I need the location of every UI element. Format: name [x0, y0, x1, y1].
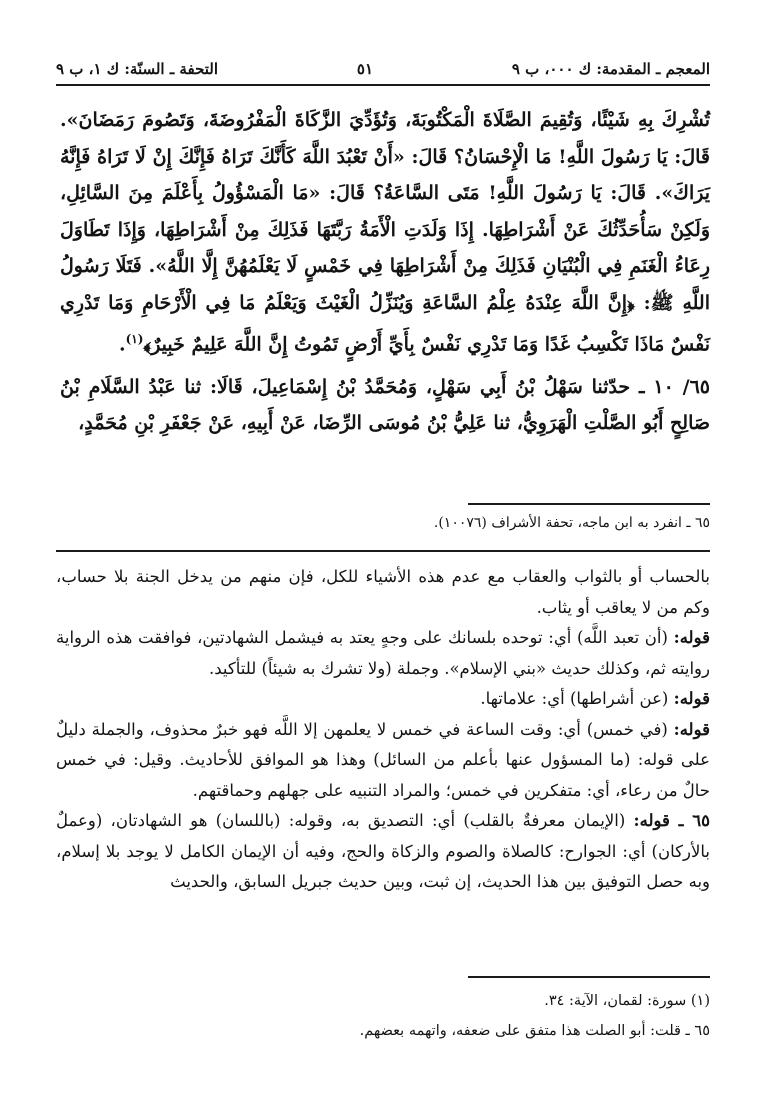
- commentary: [56, 562, 710, 898]
- hadith-paragraph-1-text: تُشْرِكَ بِهِ شَيْئًا، وَتُقِيمَ الصَّلَاةَ الْمَكْتُوبَةَ، وَتُؤَدِّيَ الزَّكَاةَ الْمَفْرُوضَةَ، وَتَصُومَ رَمَضَانَ». قَالَ: يَا رَسُولَ اللَّهِ! مَا الْإِحْسَانُ؟ قَالَ: «أَنْ تَعْبُدَ اللَّهَ كَأَنَّكَ تَرَاهُ فَإِنَّكَ إِنْ لَا تَرَاهُ فَإِنَّهُ يَرَاكَ». قَالَ: يَا رَسُولَ اللَّهِ! مَتَى السَّاعَةُ؟ قَالَ: «مَا الْمَسْؤُولُ بِأَعْلَمَ مِنَ السَّائِلِ، وَلَكِنْ سَأُحَدِّثُكَ عَنْ أَشْرَاطِهَا. إِذَا وَلَدَتِ الْأَمَةُ رَبَّتَهَا فَذَلِكَ مِنْ أَشْرَاطِهَا، وَإِذَا تَطَاوَلَ رِعَاءُ الْغَنَمِ فِي الْبُنْيَانِ فَذَلِكَ مِنْ أَشْرَاطِهَا فِي خَمْسٍ لَا يَعْلَمُهُنَّ إِلَّا اللَّهُ». فَتَلَا رَسُولُ اللَّهِ ﷺ: ﴿إِنَّ اللَّهَ عِنْدَهُ عِلْمُ السَّاعَةِ وَيُنَزِّلُ الْغَيْثَ وَيَعْلَمُ مَا فِي الْأَرْحَامِ وَمَا تَدْرِي نَفْسٌ مَاذَا تَكْسِبُ غَدًا وَمَا تَدْرِي نَفْسٌ بِأَيِّ أَرْضٍ تَمُوتُ إِنَّ اللَّهَ عَلِيمٌ خَبِيرٌ﴾: [60, 109, 710, 356]
- hadith-text: [60, 102, 710, 442]
- commentary-text: (الإيمان معرفةٌ بالقلب) أي: التصديق به، وقوله: (باللسان) هو الشهادتان، (وعملٌ بالأركان) أي: الجوارح: كالصلاة والصوم والزكاة والحج، وفيه أن الإيمان الكامل لا يوجد بلا إسلام، وبه حصل التوفيق بين هذا الحديث، إن ثبت، وبين حديث جبريل السابق، والحديث: [56, 811, 710, 891]
- takhrij-footnote: ٦٥ ـ انفرد به ابن ماجه، تحفة الأشراف (١٠٠٧٦).: [433, 515, 710, 531]
- commentary-paragraph-1: بالحساب أو بالثواب والعقاب مع عدم هذه الأشياء للكل، فإن منهم من يدخل الجنة بلا حساب، وكم من لا يعاقب أو يثاب.: [56, 567, 710, 617]
- footnote-separator: [468, 503, 710, 505]
- commentary-paragraph-4: [56, 715, 710, 807]
- footnote-2: ٦٥ ـ قلت: أبو الصلت هذا متفق على ضعفه، واتهمه بعضهم.: [359, 1023, 710, 1039]
- hadith-paragraph-2: ٦٥/ ١٠ ـ حدّثنا سَهْلُ بْنُ أَبِي سَهْلٍ، وَمُحَمَّدُ بْنُ إِسْمَاعِيلَ، قَالَا: ثنا عَبْدُ السَّلَامِ بْنُ صَالِحٍ أَبُو الصَّلْتِ الْهَرَوِيُّ، ثنا عَلِيُّ بْنُ مُوسَى الرِّضَا، عَنْ أَبِيهِ، عَنْ جَعْفَرِ بْنِ مُحَمَّدٍ،: [60, 375, 710, 435]
- commentary-text: (أن تعبد اللَّه) أي: توحده بلسانك على وجهٍ يعتد به فيشمل الشهادتين، فوافقت هذه الرواية روايته ثم، وكذلك حديث «بني الإسلام». وجملة (ولا تشرك به شيئاً) للتأكيد.: [56, 628, 710, 678]
- footnote-separator: [468, 976, 710, 978]
- header-rule: [56, 84, 710, 86]
- commentary-separator: [56, 550, 710, 552]
- footnote-1: (١) سورة: لقمان، الآية: ٣٤.: [544, 993, 710, 1009]
- hadith-paragraph-1: [60, 102, 710, 363]
- bottom-footnotes: [60, 986, 710, 1046]
- commentary-paragraph-3: [56, 684, 710, 715]
- running-header: [56, 56, 710, 82]
- commentary-keyword: قوله:: [673, 628, 710, 647]
- footnote-ref: (١): [125, 332, 144, 346]
- header-left: التحفة ـ السنّة: ك ١، ب ٩: [56, 60, 219, 78]
- header-right: المعجم ـ المقدمة: ك ٠٠٠، ب ٩: [511, 60, 710, 78]
- commentary-text: (في خمس) أي: وقت الساعة في خمس لا يعلمهن إلا اللَّه فهو خبرٌ محذوف، والجملة دليلٌ على قوله: (ما المسؤول عنها بأعلم من السائل) وهذا هو الموافق للأحاديث. وقيل: في خمس حالٌ من رعاء، أي: متفكرين في خمس؛ والمراد التنبيه على جهلهم وحماقتهم.: [56, 719, 710, 800]
- commentary-paragraph-5: [56, 806, 710, 898]
- commentary-keyword: قوله:: [673, 719, 710, 739]
- commentary-paragraph-2: [56, 623, 710, 684]
- page-number: ٥١: [356, 60, 374, 78]
- commentary-keyword: قوله:: [673, 689, 710, 708]
- commentary-text: (عن أشراطها) أي: علاماتها.: [480, 689, 674, 708]
- commentary-keyword: ٦٥ ـ قوله:: [633, 811, 710, 830]
- hadith-paragraph-1-end: .: [118, 333, 126, 356]
